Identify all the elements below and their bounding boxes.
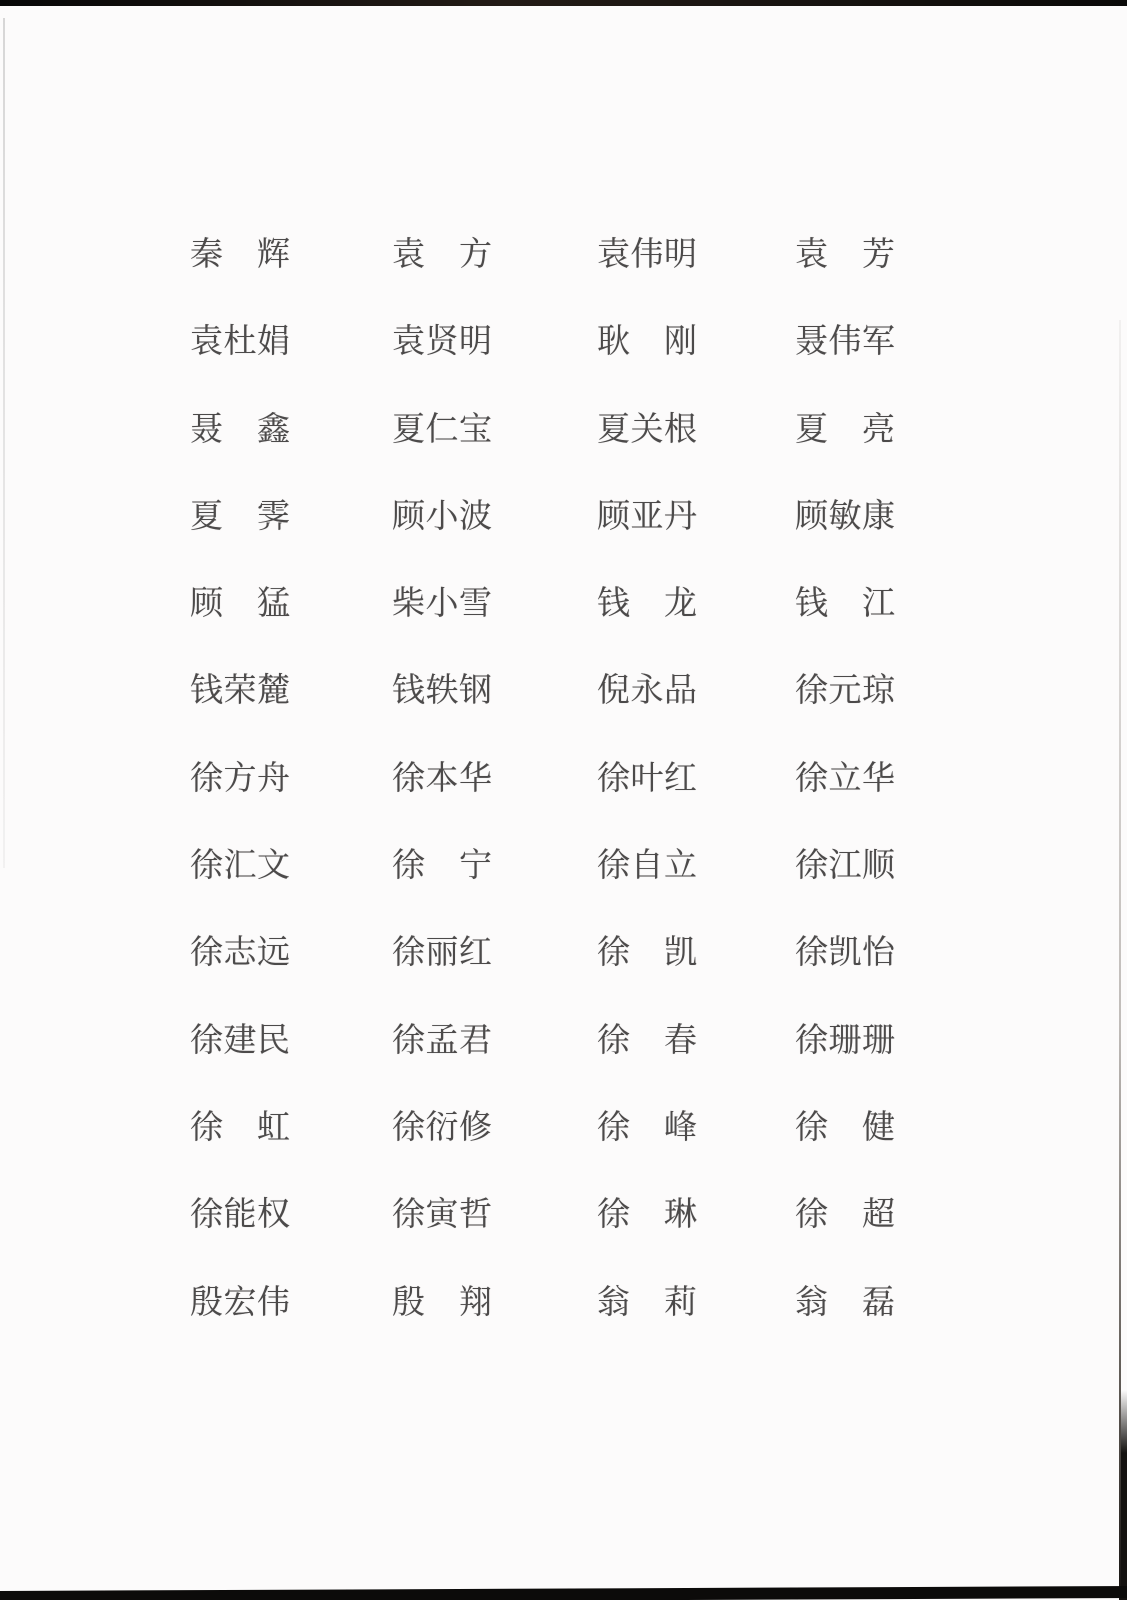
name-row	[190, 761, 1100, 848]
person-name: 钱轶钢	[392, 673, 493, 710]
person-name: 徐元琼	[795, 673, 896, 710]
scan-edge-bottom	[0, 1586, 1127, 1600]
person-name: 徐 超	[795, 1197, 896, 1234]
person-name: 徐 凯	[597, 935, 698, 972]
person-name: 徐志远	[190, 935, 291, 972]
name-list	[190, 237, 1100, 1372]
person-name: 夏 霁	[190, 498, 291, 535]
person-name: 徐凯怡	[795, 935, 896, 972]
person-name: 夏关根	[597, 411, 698, 448]
name-row	[190, 412, 1100, 499]
person-name: 翁 莉	[597, 1284, 698, 1321]
person-name: 顾敏康	[795, 498, 896, 535]
person-name: 徐江顺	[795, 848, 896, 885]
person-name: 袁贤明	[392, 324, 493, 361]
person-name: 徐 宁	[392, 848, 493, 885]
person-name: 柴小雪	[392, 586, 493, 623]
person-name: 聂 鑫	[190, 411, 291, 448]
person-name: 徐建民	[190, 1022, 291, 1059]
scan-edge-top	[0, 0, 1127, 6]
person-name: 徐孟君	[392, 1022, 493, 1059]
name-row	[190, 237, 1100, 324]
person-name: 夏仁宝	[392, 411, 493, 448]
person-name: 徐本华	[392, 760, 493, 797]
scan-edge-right-corner	[1121, 1390, 1127, 1600]
person-name: 钱荣麓	[190, 673, 291, 710]
person-name: 徐丽红	[392, 935, 493, 972]
name-row	[190, 1110, 1100, 1197]
person-name: 聂伟军	[795, 324, 896, 361]
person-name: 袁伟明	[597, 237, 698, 273]
person-name: 顾 猛	[190, 586, 291, 623]
name-row	[190, 1285, 1100, 1372]
name-row	[190, 935, 1100, 1022]
person-name: 徐珊珊	[795, 1022, 896, 1059]
name-row	[190, 324, 1100, 411]
person-name: 徐 琳	[597, 1197, 698, 1234]
person-name: 翁 磊	[795, 1284, 896, 1321]
person-name: 徐自立	[597, 848, 698, 885]
person-name: 徐衍修	[392, 1109, 493, 1146]
person-name: 殷 翔	[392, 1284, 493, 1321]
person-name: 耿 刚	[597, 324, 698, 361]
person-name: 徐 春	[597, 1022, 698, 1059]
person-name: 徐方舟	[190, 760, 291, 797]
person-name: 徐叶红	[597, 760, 698, 797]
person-name: 徐寅哲	[392, 1197, 493, 1234]
person-name: 袁杜娟	[190, 324, 291, 361]
person-name: 徐 健	[795, 1109, 896, 1146]
person-name: 钱 江	[795, 586, 896, 623]
person-name: 倪永品	[597, 673, 698, 710]
name-row	[190, 1023, 1100, 1110]
person-name: 顾亚丹	[597, 498, 698, 535]
name-row	[190, 586, 1100, 673]
person-name: 夏 亮	[795, 411, 896, 448]
person-name: 袁 芳	[795, 237, 896, 273]
scan-edge-left-line	[3, 18, 5, 868]
person-name: 钱 龙	[597, 586, 698, 623]
person-name: 秦 辉	[190, 237, 291, 273]
person-name: 徐汇文	[190, 848, 291, 885]
name-row	[190, 1197, 1100, 1284]
person-name: 徐能权	[190, 1197, 291, 1234]
person-name: 徐 虹	[190, 1109, 291, 1146]
person-name: 殷宏伟	[190, 1284, 291, 1321]
person-name: 徐立华	[795, 760, 896, 797]
name-row	[190, 499, 1100, 586]
person-name: 袁 方	[392, 237, 493, 273]
name-row	[190, 673, 1100, 760]
name-row	[190, 848, 1100, 935]
person-name: 徐 峰	[597, 1109, 698, 1146]
person-name: 顾小波	[392, 498, 493, 535]
